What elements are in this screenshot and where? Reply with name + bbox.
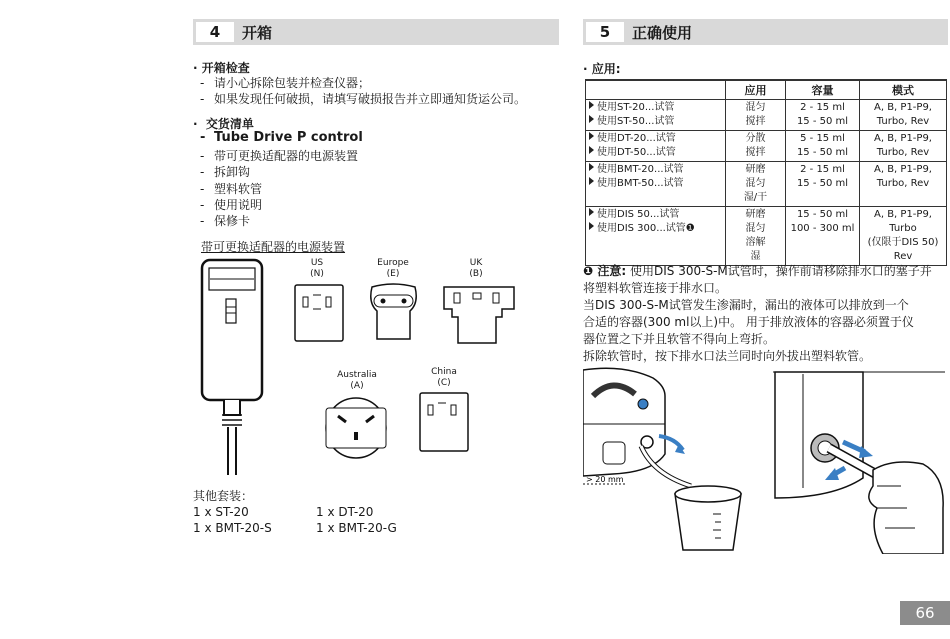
europe-plug-adapter	[366, 283, 421, 343]
uk-plug-adapter	[440, 283, 518, 345]
note-label: 注意:	[597, 264, 627, 278]
table-row	[586, 207, 947, 266]
mode-cell: A, B, P1-P9, Turbo, Rev	[860, 100, 947, 131]
note-marker: ❶	[583, 264, 594, 278]
list-item: - 保修卡	[200, 214, 251, 228]
app-cell: 分散 搅拌	[726, 131, 786, 162]
table-header	[586, 80, 726, 100]
list-item: - 带可更换适配器的电源装置	[200, 149, 359, 163]
table-row	[586, 162, 947, 207]
other-set-item: 1 x BMT-20-G	[316, 521, 397, 535]
mode-cell: A, B, P1-P9, Turbo, Rev	[860, 162, 947, 207]
tube-cell: 使用DT-20...试管 使用DT-50...试管	[586, 131, 726, 162]
tube-cell: 使用BMT-20...试管 使用BMT-50...试管	[586, 162, 726, 207]
tube-cell: 使用DIS 50...试管 使用DIS 300...试管❶	[586, 207, 726, 266]
page-number: 66	[900, 601, 950, 625]
table-header-row	[586, 80, 947, 100]
plug-label-europe: Europe (E)	[377, 258, 409, 279]
list-item: - 如果发现任何破损，请填写破损报告并立即通知货运公司。	[200, 92, 527, 106]
list-item: - 拆卸钩	[200, 165, 251, 179]
volume-cell: 15 - 50 ml 100 - 300 ml	[786, 207, 860, 266]
section-title: 开箱	[242, 23, 273, 42]
unpack-heading: · 开箱检查	[193, 61, 250, 75]
app-cell: 研磨 混匀 溶解 湿	[726, 207, 786, 266]
mode-cell: A, B, P1-P9, Turbo, Rev	[860, 131, 947, 162]
china-plug-adapter	[418, 391, 470, 453]
list-item: - 塑料软管	[200, 182, 263, 196]
plug-label-uk: UK (B)	[469, 258, 483, 279]
other-set-item: 1 x DT-20	[316, 505, 374, 519]
app-cell: 混匀 搅拌	[726, 100, 786, 131]
section-number: 4	[196, 22, 234, 42]
section-4-header	[193, 19, 559, 45]
list-item: - 使用说明	[200, 198, 263, 212]
other-set-item: 1 x ST-20	[193, 505, 249, 519]
volume-cell: 2 - 15 ml 15 - 50 ml	[786, 100, 860, 131]
plug-label-us: US (N)	[310, 258, 324, 279]
volume-cell: 2 - 15 ml 15 - 50 ml	[786, 162, 860, 207]
power-supply-illustration	[196, 255, 276, 485]
app-cell: 研磨 混匀 湿/干	[726, 162, 786, 207]
table-header: 容量	[786, 80, 860, 100]
section-title: 正确使用	[632, 23, 693, 42]
list-item: - 请小心拆除包装并检查仪器；	[200, 76, 371, 90]
section-5-header	[583, 19, 948, 45]
table-header: 应用	[726, 80, 786, 100]
psu-title: 带可更换适配器的电源装置	[201, 240, 346, 254]
list-item: - Tube Drive P control	[200, 130, 363, 145]
table-row	[586, 131, 947, 162]
hose-removal-illustration	[773, 368, 945, 554]
us-plug-adapter	[293, 283, 345, 343]
other-set-item: 1 x BMT-20-S	[193, 521, 272, 535]
australia-plug-adapter	[316, 394, 396, 462]
apply-heading: · 应用:	[583, 62, 621, 76]
mode-cell: A, B, P1-P9, Turbo (仅限于DIS 50) Rev	[860, 207, 947, 266]
plug-label-china: China (C)	[431, 367, 457, 388]
plug-label-australia: Australia (A)	[337, 370, 377, 391]
delivery-heading: · 交货清单	[193, 117, 254, 131]
other-sets-label: 其他套装：	[193, 489, 254, 503]
figure-label: > 20 mm	[586, 475, 624, 484]
table-header: 模式	[860, 80, 947, 100]
tube-cell: 使用ST-20...试管 使用ST-50...试管	[586, 100, 726, 131]
usage-table	[585, 79, 947, 266]
table-row	[586, 100, 947, 131]
drain-beaker-illustration	[583, 364, 753, 552]
note-text: ❶ 注意: 使用DIS 300-S-M试管时，操作前请移除排水口的塞子并 将塑料软管连接于排水口。 当DIS 300-S-M试管发生渗漏时，漏出的液体可以排放到一个 合适的容器(300 ml以上)中。 用于排放液体的容器必须置于仪 器位置之下并且软管不得向上弯折。 拆除软管时，按下排水口法兰同时向外拔出塑料软管。	[583, 264, 932, 363]
volume-cell: 5 - 15 ml 15 - 50 ml	[786, 131, 860, 162]
section-number: 5	[586, 22, 624, 42]
